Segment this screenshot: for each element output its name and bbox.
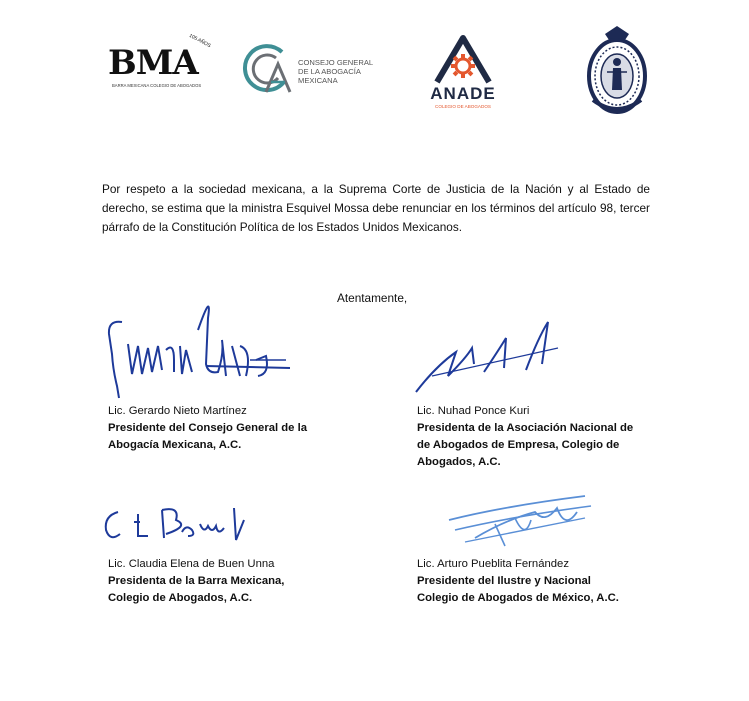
signatory-title-line: Colegio de Abogados, A.C. xyxy=(108,592,253,604)
anade-logo xyxy=(415,32,511,108)
signatory-block-1 xyxy=(108,403,307,454)
signatory-title-line: Colegio de Abogados de México, A.C. xyxy=(417,592,619,604)
cgam-logo xyxy=(238,42,378,100)
signature-nuhad-ponce xyxy=(408,318,568,398)
signatory-block-2 xyxy=(417,403,633,471)
signatory-title-line: Presidente del Ilustre y Nacional xyxy=(417,575,591,587)
crest-seal-icon xyxy=(585,22,649,118)
incam-seal-logo xyxy=(585,22,649,118)
signatory-title-line: Abogacía Mexicana, A.C. xyxy=(108,439,242,451)
bma-years-label: 105 AÑOS xyxy=(187,32,212,50)
anade-emblem-icon xyxy=(415,32,511,86)
anade-tagline: COLEGIO DE ABOGADOS xyxy=(435,104,491,109)
signatory-title-line: Presidente del Consejo General de la xyxy=(108,422,308,434)
signatory-name: Lic. Nuhad Ponce Kuri xyxy=(417,405,530,417)
cgam-emblem-icon xyxy=(238,42,294,100)
signatory-title-line: Presidenta de la Asociación Nacional de xyxy=(417,422,634,434)
signatory-name: Lic. Claudia Elena de Buen Unna xyxy=(108,558,275,570)
signatory-block-3 xyxy=(108,556,284,607)
signatory-title-line: de Abogados de Empresa, Colegio de xyxy=(417,439,620,451)
bma-logo-mark: BMA xyxy=(108,43,198,83)
signatory-title-line: Abogados, A.C. xyxy=(417,456,501,468)
anade-name: ANADE xyxy=(430,84,496,103)
signatory-name: Lic. Gerardo Nieto Martínez xyxy=(108,405,247,417)
bma-logo xyxy=(108,32,220,94)
signatory-title-line: Presidenta de la Barra Mexicana, xyxy=(108,575,285,587)
statement-paragraph: Por respeto a la sociedad mexicana, a la Suprema Corte de Justicia de la Nación y al Estado de derecho, se estima que la ministra Esquivel Mossa debe renunciar en los términos del artículo 98, tercer párrafo de la Constitución Política de los Estados Unidos Mexicanos. xyxy=(102,182,650,234)
signatory-block-4 xyxy=(417,556,619,607)
cgam-line-2: DE LA ABOGACÍA xyxy=(298,67,361,76)
bma-tagline: BARRA MEXICANA COLEGIO DE ABOGADOS xyxy=(112,83,202,88)
signature-claudia-de-buen xyxy=(100,500,260,550)
cgam-line-3: MEXICANA xyxy=(298,76,338,85)
closing-text: Atentamente, xyxy=(337,291,408,305)
cgam-line-1: CONSEJO GENERAL xyxy=(298,58,374,67)
signatory-name: Lic. Arturo Pueblita Fernández xyxy=(417,558,569,570)
signature-gerardo-nieto xyxy=(100,290,300,415)
signature-arturo-pueblita xyxy=(445,490,595,550)
